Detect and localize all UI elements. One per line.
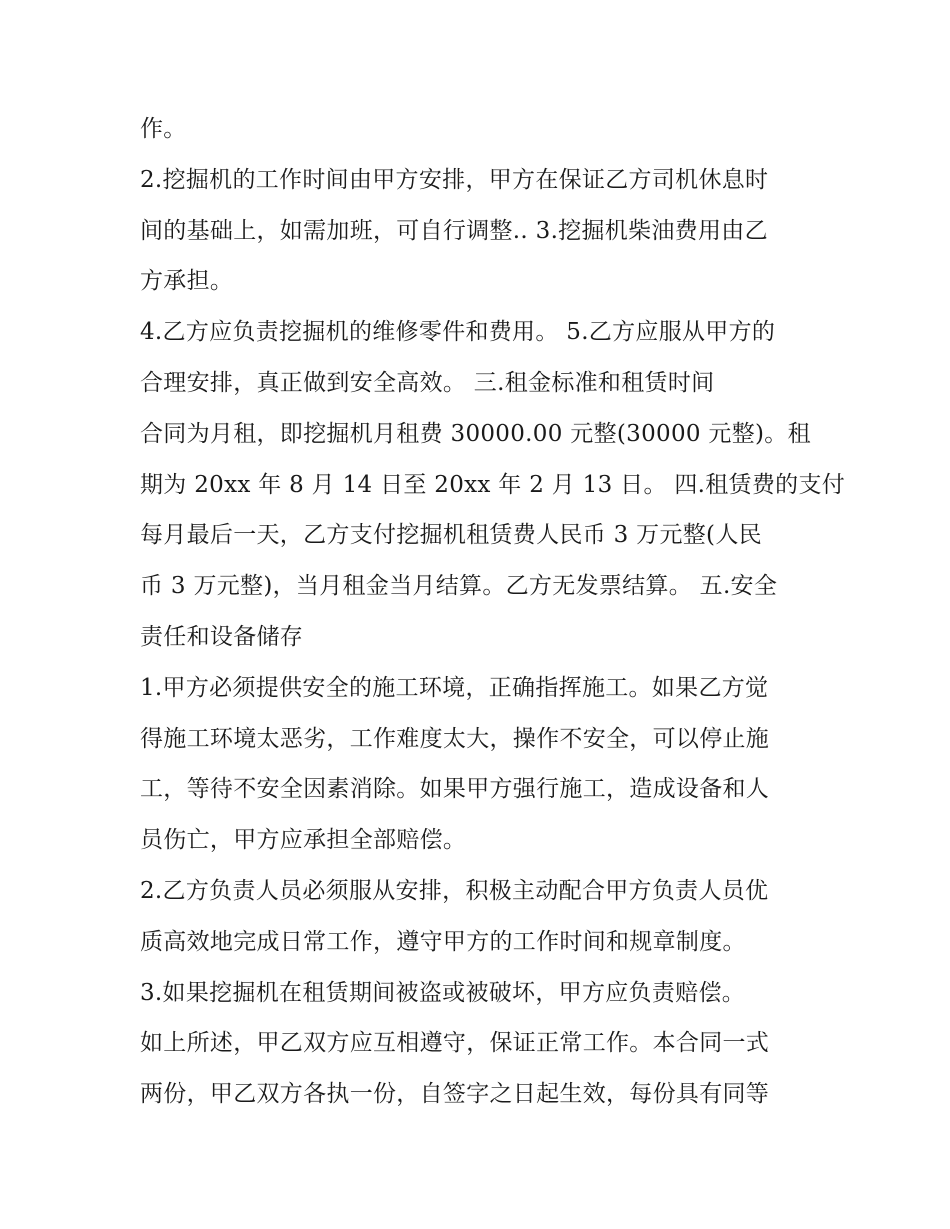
text-line: 期为 20xx 年 8 月 14 日至 20xx 年 2 月 13 日。 四.租赁费的支付: [140, 471, 846, 498]
text-line: 4.乙方应负责挖掘机的维修零件和费用。 5.乙方应服从甲方的: [140, 319, 776, 346]
text-line: 间的基础上，如需加班，可自行调整.. 3.挖掘机柴油费用由乙: [140, 217, 768, 244]
text-line: 两份，甲乙双方各执一份，自签字之日起生效，每份具有同等: [140, 1081, 770, 1108]
text-line: 2.乙方负责人员必须服从安排，积极主动配合甲方负责人员优: [140, 877, 769, 904]
text-line: 2.挖掘机的工作时间由甲方安排，甲方在保证乙方司机休息时: [140, 166, 769, 193]
text-line: 币 3 万元整)，当月租金当月结算。乙方无发票结算。 五.安全: [140, 573, 778, 600]
text-line: 每月最后一天，乙方支付挖掘机租赁费人民币 3 万元整(人民: [140, 522, 762, 549]
text-line: 如上所述，甲乙双方应互相遵守，保证正常工作。本合同一式: [140, 1030, 770, 1057]
text-line: 3.如果挖掘机在租赁期间被盗或被破坏，甲方应负责赔偿。: [140, 979, 746, 1006]
text-line: 质高效地完成日常工作，遵守甲方的工作时间和规章制度。: [140, 928, 746, 955]
text-line: 合理安排，真正做到安全高效。 三.租金标准和租赁时间: [140, 369, 715, 396]
text-line: 员伤亡，甲方应承担全部赔偿。: [140, 827, 467, 854]
text-line: 作。: [140, 116, 187, 142]
text-line: 1.甲方必须提供安全的施工环境，正确指挥施工。如果乙方觉: [140, 674, 769, 701]
text-line: 责任和设备储存: [140, 623, 304, 650]
text-line: 合同为月租，即挖掘机月租费 30000.00 元整(30000 元整)。租: [140, 420, 811, 447]
text-line: 方承担。: [140, 268, 234, 295]
text-line: 得施工环境太恶劣，工作难度太大，操作不安全，可以停止施: [140, 725, 770, 752]
text-line: 工，等待不安全因素消除。如果甲方强行施工，造成设备和人: [140, 776, 770, 803]
contract-text: [140, 104, 846, 1120]
